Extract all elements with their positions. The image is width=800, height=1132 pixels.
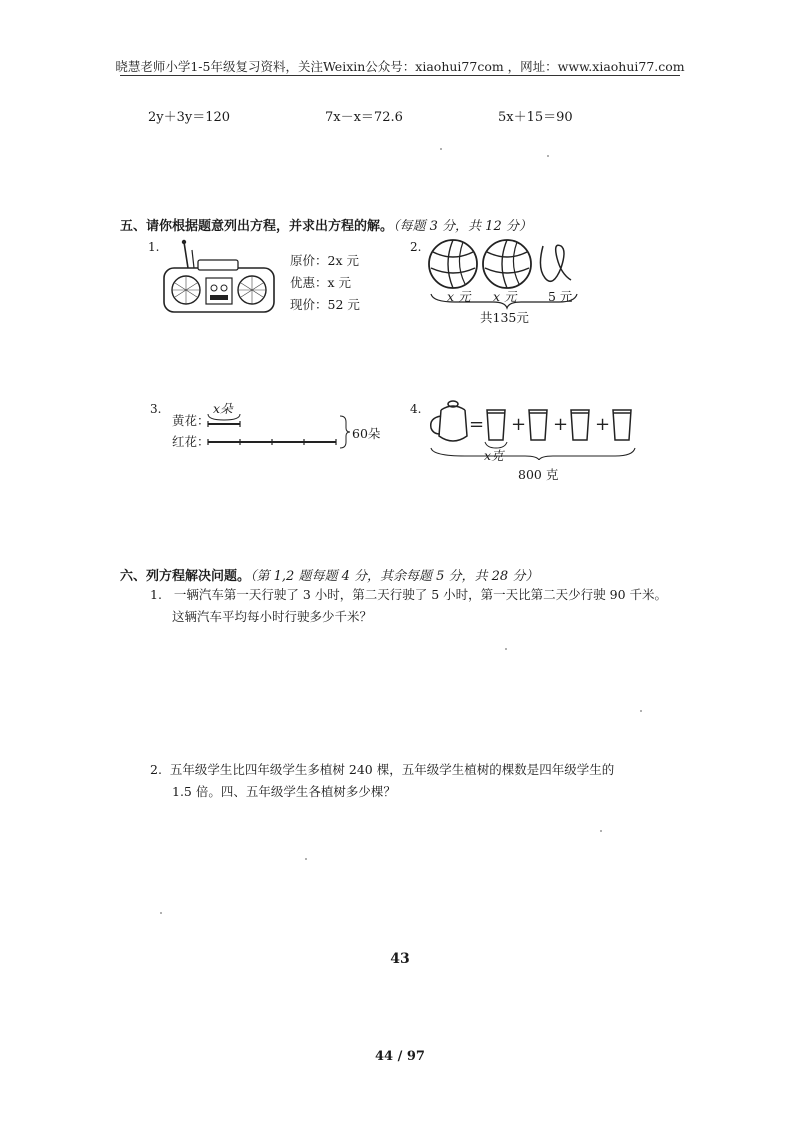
q4-op-equals: = (469, 414, 485, 435)
q2-total: 共135元 (480, 310, 529, 325)
q2-label-rope: 5 元 (548, 289, 573, 304)
page-number: 43 (390, 951, 410, 967)
section5-title-text: 五、请你根据题意列出方程，并求出方程的解。 (120, 219, 394, 234)
scan-speck (600, 830, 602, 832)
q3-total: 60朵 (352, 426, 381, 441)
problem-1-line2: 这辆汽车平均每小时行驶多少千米？ (172, 609, 373, 624)
page-indicator: 44 / 97 (375, 1049, 425, 1064)
q3-x-label: x朵 (213, 401, 233, 416)
q2-number: 2. (410, 240, 422, 254)
section6-title-text: 六、列方程解决问题。 (120, 569, 251, 584)
scan-speck (305, 858, 307, 860)
radio-illustration (160, 238, 280, 318)
q4-op-plus-2: + (553, 414, 569, 435)
q1-price-info (290, 250, 360, 316)
scan-speck (547, 155, 549, 157)
cup-icon (571, 410, 589, 440)
section6-score-note: （第 1,2 题每题 4 分，其余每题 5 分，共 28 分） (250, 569, 539, 584)
scan-speck (440, 148, 442, 150)
q4-total: 800 克 (518, 467, 559, 482)
q1-current-price: 现价：52 元 (290, 297, 360, 312)
volleyball-icon (483, 240, 531, 288)
equation-1: 2y＋3y＝120 (148, 110, 231, 125)
q4-op-plus-3: + (595, 414, 611, 435)
pitcher-cups-illustration (425, 398, 645, 460)
equation-3: 5x＋15＝90 (498, 110, 573, 125)
scan-speck (640, 710, 642, 712)
page-header: 晓慧老师小学1-5年级复习资料，关注Weixin公众号：xiaohui77com ，网址：www.xiaohui77.com (115, 59, 685, 74)
q2-label-ball2: x 元 (493, 289, 517, 304)
problem-2-number: 2. (150, 762, 162, 777)
cup-icon (529, 410, 547, 440)
q4-op-plus-1: + (511, 414, 527, 435)
q4-x-label: x克 (484, 448, 504, 463)
q3-red-label: 红花： (172, 434, 210, 449)
q1-original-price: 原价：2x 元 (290, 253, 359, 268)
q4-number: 4. (410, 402, 422, 416)
equation-2: 7x－x＝72.6 (325, 110, 403, 125)
volleyball-icon (429, 240, 477, 288)
pitcher-icon (431, 401, 467, 441)
q3-number: 3. (150, 402, 162, 416)
q1-discount: 优惠：x 元 (290, 275, 352, 290)
cup-icon (613, 410, 631, 440)
section5-score-note: （每题 3 分，共 12 分） (393, 219, 532, 234)
q1-number: 1. (148, 240, 160, 254)
cup-icon (487, 410, 505, 440)
problem-1-line1: 一辆汽车第一天行驶了 3 小时，第二天行驶了 5 小时，第一天比第二天少行驶 90 千米。 (173, 587, 668, 602)
problem-2-line1: 五年级学生比四年级学生多植树 240 棵，五年级学生植树的棵数是四年级学生的 (169, 762, 615, 777)
section6-title (120, 565, 538, 584)
section5-title (120, 215, 532, 234)
problem-2 (150, 759, 710, 803)
jump-rope-icon (540, 245, 571, 281)
scan-speck (505, 648, 507, 650)
q3-yellow-label: 黄花： (172, 413, 210, 428)
q2-label-ball1: x 元 (447, 289, 471, 304)
problem-1-number: 1. (150, 587, 162, 602)
problem-1 (150, 584, 710, 628)
q3-line-segments (200, 410, 360, 450)
header-divider (120, 75, 680, 76)
scan-speck (160, 912, 162, 914)
problem-2-line2: 1.5 倍。四、五年级学生各植树多少棵？ (172, 784, 396, 799)
